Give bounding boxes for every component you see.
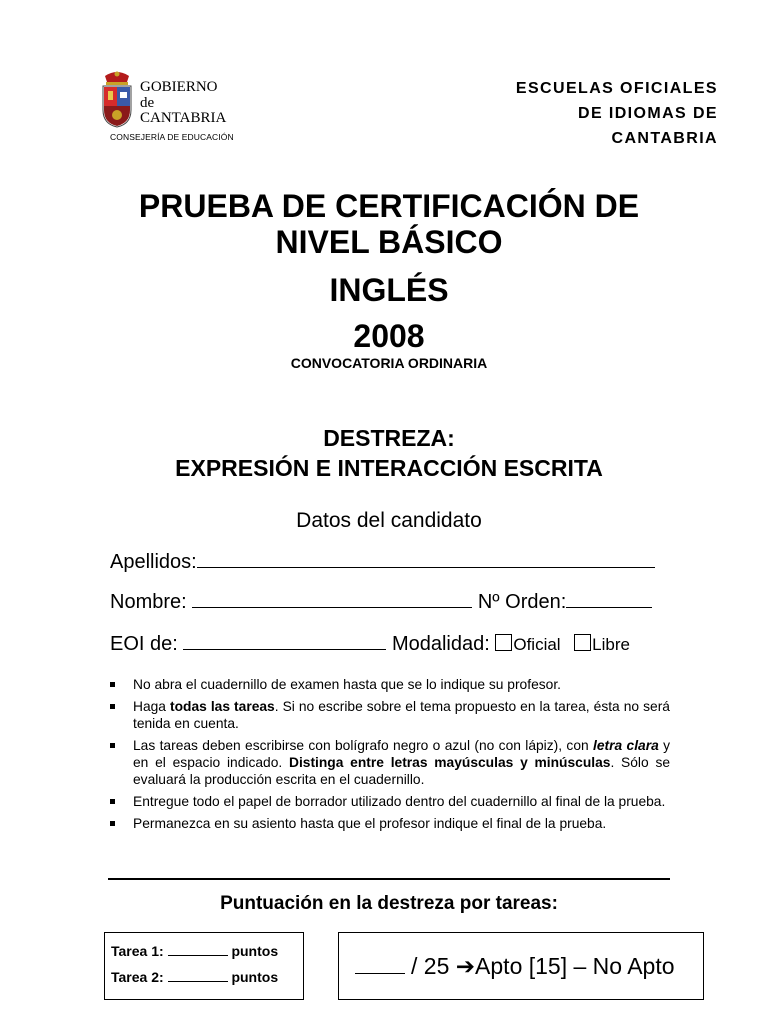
coat-of-arms-icon (100, 70, 134, 128)
points-label: puntos (231, 969, 279, 985)
exam-session: CONVOCATORIA ORDINARIA (290, 355, 488, 371)
result-text: Apto [15] – No Apto (475, 953, 675, 979)
total-score-box (338, 932, 704, 1000)
surname-row (110, 549, 655, 574)
total-score-field[interactable] (355, 955, 405, 974)
instruction-text: y en el espacio indicado. (133, 738, 671, 770)
arrow-icon: ➔ (455, 953, 476, 979)
instruction-text: Las tareas deben escribirse con bolígrafo negro o azul (no con lápiz), con (133, 738, 594, 753)
instruction-text: Permanezca en su asiento hasta que el profesor indique el final de la prueba. (133, 816, 607, 831)
order-label: Nº Orden: (477, 591, 567, 613)
surname-label: Apellidos: (110, 551, 197, 573)
school-line-2: DE IDIOMAS DE (578, 105, 718, 122)
bullet-icon (110, 799, 115, 804)
school-line-3: CANTABRIA (611, 130, 718, 147)
bullet-icon (110, 743, 115, 748)
eoi-field[interactable] (183, 631, 386, 650)
instruction-text: . Sólo se evaluará la producción escrita en el cuadernillo. (133, 755, 671, 787)
bullet-icon (110, 682, 115, 687)
instruction-text: Entregue todo el papel de borrador utilizado dentro del cuadernillo al final de la prueba. (133, 794, 666, 809)
instruction-item (110, 676, 670, 693)
bullet-icon (110, 821, 115, 826)
task-2-row (111, 969, 278, 985)
instruction-item (110, 737, 670, 788)
points-label: puntos (231, 943, 279, 959)
instruction-item (110, 815, 670, 832)
surname-field[interactable] (197, 549, 655, 568)
order-field[interactable] (566, 589, 652, 608)
exam-language: INGLÉS (329, 272, 449, 308)
school-name (516, 76, 718, 151)
skill-label: DESTREZA: (323, 425, 455, 451)
free-checkbox[interactable] (574, 634, 591, 651)
eoi-label: EOI de: (110, 633, 178, 655)
free-label: Libre (592, 635, 630, 654)
instruction-item (110, 793, 670, 810)
instruction-text: . Si no escribe sobre el tema propuesto en la tarea, ésta no será tenida en cuenta. (133, 699, 670, 731)
bullet-icon (110, 704, 115, 709)
school-line-1: ESCUELAS OFICIALES (515, 80, 718, 97)
task-1-score-field[interactable] (168, 943, 228, 956)
logo-line-2: de (140, 95, 155, 111)
name-row (110, 589, 652, 614)
government-logo (100, 70, 270, 148)
mode-label: Modalidad: (391, 633, 490, 655)
total-max: / 25 (411, 953, 450, 979)
exam-year: 2008 (353, 318, 425, 354)
eoi-row (110, 631, 630, 657)
instruction-emphasis: letra clara (593, 738, 659, 753)
candidate-heading: Datos del candidato (296, 509, 482, 532)
task-2-label: Tarea 2: (111, 969, 164, 985)
instruction-emphasis: Distinga entre letras mayúsculas y minúsculas (288, 755, 611, 770)
instruction-text: No abra el cuadernillo de examen hasta que se lo indique su profesor. (133, 677, 561, 692)
total-score-line (355, 953, 675, 980)
instructions-list (110, 676, 670, 837)
official-label: Oficial (513, 635, 561, 654)
task-scores-box (104, 932, 304, 1000)
logo-line-1: GOBIERNO (140, 79, 218, 95)
official-checkbox[interactable] (495, 634, 512, 651)
scoring-heading: Puntuación en la destreza por tareas: (220, 893, 558, 914)
instruction-emphasis: todas las tareas (170, 699, 275, 714)
task-2-score-field[interactable] (168, 969, 228, 982)
title-line-2: NIVEL BÁSICO (275, 224, 503, 260)
skill-name: EXPRESIÓN E INTERACCIÓN ESCRITA (175, 455, 603, 481)
name-field[interactable] (192, 589, 472, 608)
instruction-item (110, 698, 670, 732)
task-1-label: Tarea 1: (111, 943, 164, 959)
name-label: Nombre: (110, 591, 187, 613)
logo-subtitle: CONSEJERÍA DE EDUCACIÓN (110, 132, 234, 142)
title-line-1: PRUEBA DE CERTIFICACIÓN DE (138, 188, 640, 224)
instruction-text: Haga (133, 699, 171, 714)
logo-line-3: CANTABRIA (140, 110, 227, 126)
divider (108, 878, 670, 880)
task-1-row (111, 943, 278, 959)
